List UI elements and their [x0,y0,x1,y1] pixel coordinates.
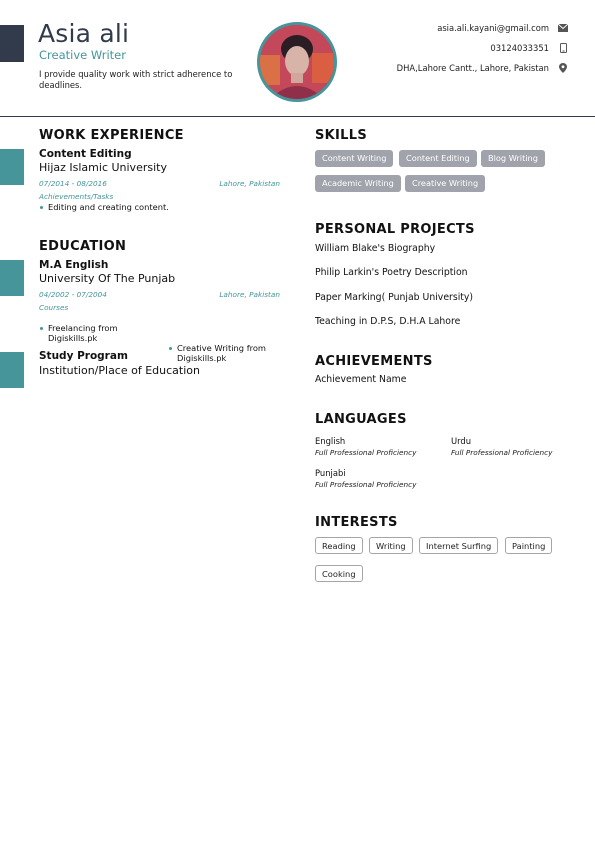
study-institution: Institution/Place of Education [39,364,200,377]
course-bullet: Creative Writing from Digiskills.pk [168,343,287,363]
interests-title: INTERESTS [315,515,398,530]
skill-tag: Content Editing [399,150,477,167]
contact-address [397,63,569,73]
skill-tag: Academic Writing [315,175,401,192]
work-dates: 07/2014 - 08/2016 [39,179,107,188]
education-dates: 04/2002 - 07/2004 [39,290,107,299]
education-location: Lahore, Pakistan [219,290,280,299]
contact-phone[interactable] [490,43,569,53]
skills-title: SKILLS [315,128,368,143]
interest-tag: Writing [369,537,413,554]
language-name: English [315,436,346,446]
header-divider [0,116,595,117]
study-program-title: Study Program [39,350,128,362]
phone-text[interactable]: 03124033351 [490,43,549,53]
personal-projects-title: PERSONAL PROJECTS [315,222,475,237]
project-item: Teaching in D.P.S, D.H.A Lahore [315,316,461,327]
map-pin-icon [557,63,569,73]
language-name: Urdu [451,436,472,446]
address-text: DHA,Lahore Cantt., Lahore, Pakistan [396,63,549,73]
work-section-label: Achievements/Tasks [39,192,114,201]
achievements-title: ACHIEVEMENTS [315,354,433,369]
achievement-item: Achievement Name [315,374,407,385]
summary-text: I provide quality work with strict adherence to deadlines. [39,69,233,90]
work-organization: Hijaz Islamic University [39,161,167,174]
work-location: Lahore, Pakistan [219,179,280,188]
profile-photo [257,22,337,102]
interest-tag: Cooking [315,565,363,582]
person-name: Asia ali [38,19,130,48]
contact-email[interactable] [437,23,569,33]
language-name: Punjabi [315,468,346,478]
skill-tag: Content Writing [315,150,393,167]
email-text[interactable]: asia.ali.kayani@gmail.com [437,23,549,33]
skill-tag: Blog Writing [481,150,545,167]
header-accent-bar [0,25,24,62]
language-level: Full Professional Proficiency [315,480,417,489]
envelope-icon [557,23,569,33]
skill-tag: Creative Writing [405,175,485,192]
work-experience-title: WORK EXPERIENCE [39,128,184,143]
course-bullet: Freelancing from Digiskills.pk [39,323,163,343]
education-section-label: Courses [39,303,69,312]
work-task-bullet: Editing and creating content. [39,202,595,212]
study-item-accent [0,352,24,388]
project-item: William Blake's Biography [315,243,436,254]
language-level: Full Professional Proficiency [451,448,553,457]
language-level: Full Professional Proficiency [315,448,417,457]
languages-title: LANGUAGES [315,412,407,427]
project-item: Philip Larkin's Poetry Description [315,267,468,278]
project-item: Paper Marking( Punjab University) [315,292,474,303]
interest-tag: Reading [315,537,363,554]
interest-tag: Painting [505,537,552,554]
education-school: University Of The Punjab [39,272,176,285]
education-title: EDUCATION [39,239,127,254]
phone-icon [557,43,569,53]
interest-tag: Internet Surfing [419,537,498,554]
education-degree: M.A English [39,259,109,271]
person-role: Creative Writer [39,48,126,62]
work-role: Content Editing [39,148,132,160]
work-item-accent [0,149,24,185]
education-item-accent [0,260,24,296]
